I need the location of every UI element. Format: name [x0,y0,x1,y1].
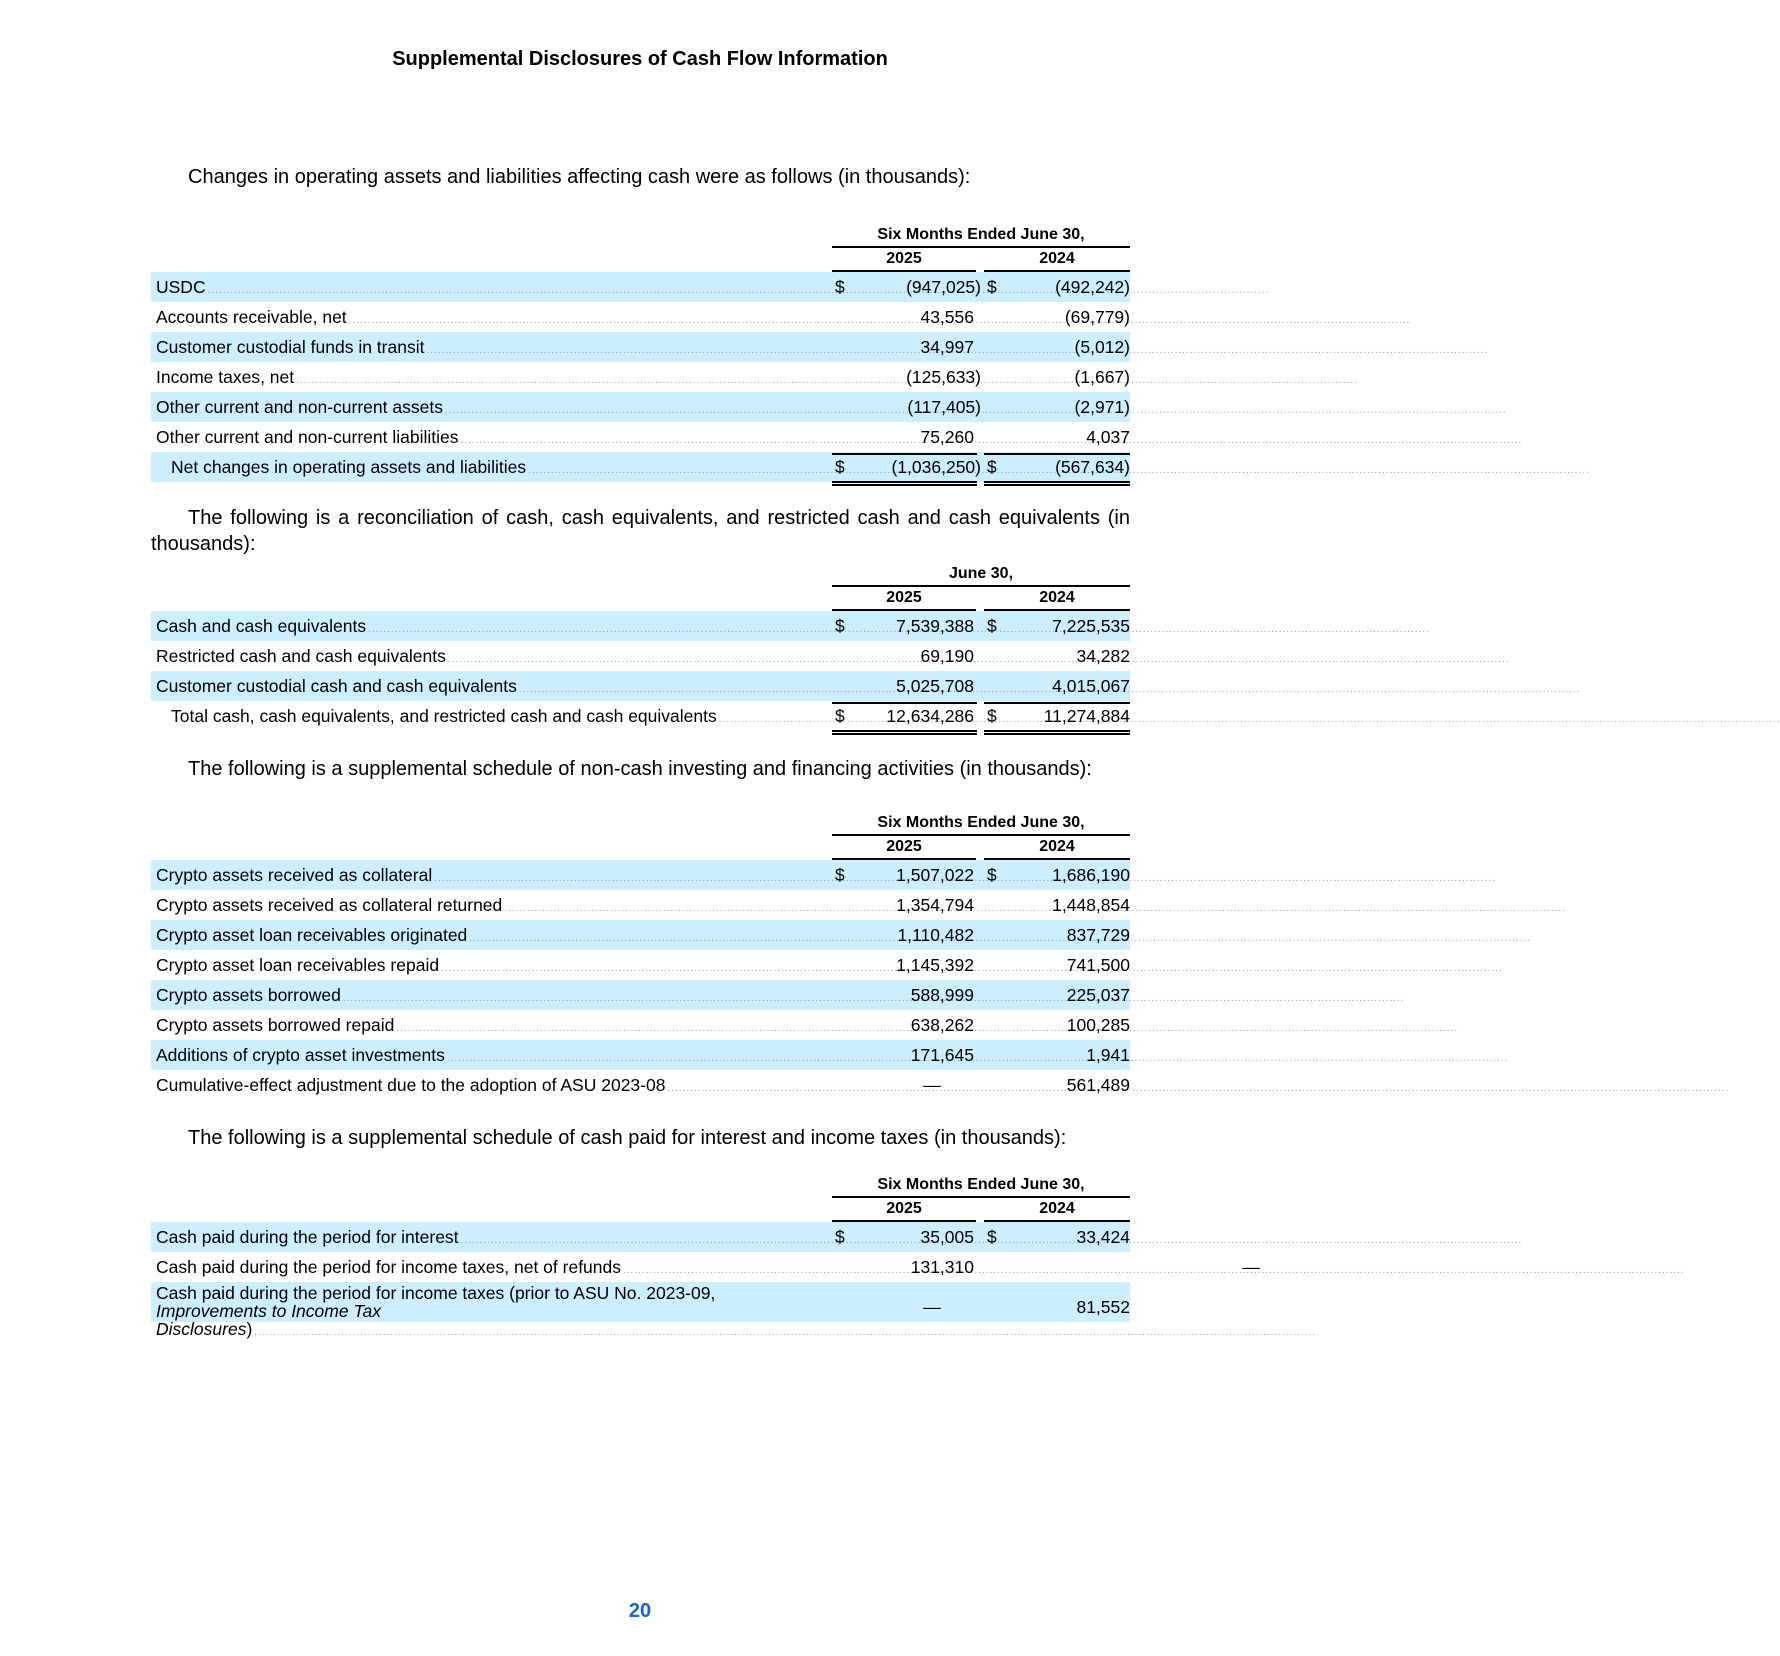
table-row [151,1282,1130,1339]
table-header [151,1174,1130,1222]
table-row [151,1010,1130,1040]
currency-symbol: $ [987,1227,997,1247]
value-2025: 43,556 [920,307,974,327]
row-label: Crypto asset loan receivables originated ..... [156,920,974,950]
table-row [151,920,1130,950]
table-row [151,332,1130,362]
value-2025: (1,036,250) [891,457,981,477]
value-2024: (2,971) [1074,397,1130,417]
value-2025: 131,310 [910,1257,974,1277]
section3-intro: The following is a supplemental schedule of non-cash investing and financing activities (in thousands): [188,758,1092,780]
year-header-2025: 2025 [832,248,976,272]
row-label: USDC ..... [156,272,974,302]
period-header: Six Months Ended June 30, [832,812,1130,836]
table-row [151,1252,1260,1282]
currency-symbol: $ [835,277,845,297]
row-label: Other current and non-current assets ..... [156,392,974,422]
table-row [151,641,1130,671]
value-2024: 11,274,884 [1043,706,1130,726]
row-label-italic: Improvements to Income Tax Disclosures [156,1301,382,1339]
currency-symbol: $ [987,277,997,297]
value-2025: 638,262 [910,1015,974,1035]
value-2025: (947,025) [906,277,981,297]
value-2025: 1,110,482 [897,925,974,945]
value-2025: 171,645 [910,1045,974,1065]
value-2025: 1,354,794 [896,895,974,915]
table-header [151,224,1130,272]
cash-reconciliation-table [151,563,1130,731]
period-header: Six Months Ended June 30, [832,224,1130,248]
year-header-2025: 2025 [832,587,976,611]
total-row [151,452,1130,482]
value-2024: 561,489 [1066,1075,1130,1095]
table-row [151,422,1130,452]
table-row [151,362,1130,392]
value-2024: 1,941 [1086,1045,1130,1065]
row-label: Income taxes, net ..... [156,362,974,392]
table-header [151,812,1130,860]
row-label: Customer custodial cash and cash equivalents ..... [156,671,974,701]
table-row [151,890,1130,920]
table-row [151,860,1130,890]
value-2024: (567,634) [1055,457,1130,477]
table-row [151,1222,1130,1252]
value-2025: 69,190 [920,646,974,666]
value-2024: (1,667) [1074,367,1130,387]
operating-changes-table [151,224,1130,482]
currency-symbol: $ [835,616,845,636]
currency-symbol: $ [987,865,997,885]
row-label: Crypto assets borrowed repaid ..... [156,1010,974,1040]
year-header-2024: 2024 [984,587,1130,611]
row-label: Cash paid during the period for interest ..... [156,1222,974,1252]
table-row [151,302,1130,332]
value-2024: 100,285 [1066,1015,1130,1035]
value-2025: (125,633) [906,367,981,387]
currency-symbol: $ [987,457,997,477]
row-label: Crypto asset loan receivables repaid ..... [156,950,974,980]
table-row [151,1040,1130,1070]
year-header-2024: 2024 [984,248,1130,272]
row-label: Crypto assets borrowed ..... [156,980,974,1010]
table-row [151,980,1130,1010]
value-2025: (117,405) [907,397,981,417]
row-label-line1: Cash paid during the period for income taxes (prior to ASU No. 2023-09, [156,1283,716,1303]
value-2024: — [1242,1257,1260,1277]
value-2024: (69,779) [1064,307,1130,327]
row-label: Cash paid during the period for income taxes, net of refunds ..... [156,1252,974,1282]
year-header-2025: 2025 [832,1198,976,1222]
table-row [151,272,1130,302]
section2-intro: The following is a reconciliation of cash, cash equivalents, and restricted cash and cash equivalents (in thousands): [151,507,1130,555]
table-row [151,671,1130,701]
value-2024: (492,242) [1055,277,1130,297]
value-2024: 225,037 [1066,985,1130,1005]
value-2025: 1,145,392 [896,955,974,975]
value-2025: 5,025,708 [896,676,974,696]
section1-intro: Changes in operating assets and liabilities affecting cash were as follows (in thousands): [188,166,971,188]
currency-symbol: $ [835,706,845,726]
total-row [151,701,1130,731]
year-header-2024: 2024 [984,836,1130,860]
row-label: Customer custodial funds in transit ..... [156,332,974,362]
value-2025: 75,260 [920,427,974,447]
value-2025: 12,634,286 [886,706,974,726]
page-title: Supplemental Disclosures of Cash Flow Information [392,48,888,70]
currency-symbol: $ [835,865,845,885]
currency-symbol: $ [835,457,845,477]
value-2025: 1,507,022 [896,865,974,885]
row-label: Crypto assets received as collateral ..... [156,860,974,890]
non-cash-activities-table [151,812,1130,1100]
row-label: Cumulative-effect adjustment due to the adoption of ASU 2023-08 ..... [156,1070,974,1100]
value-2025: 34,997 [920,337,974,357]
page-number: 20 [628,1600,652,1622]
year-header-2025: 2025 [832,836,976,860]
value-2025: — [923,1075,941,1095]
table-header [151,563,1130,611]
value-2025: 35,005 [920,1227,974,1247]
period-header: Six Months Ended June 30, [832,1174,1130,1198]
table-row [151,950,1130,980]
currency-symbol: $ [987,706,997,726]
value-2025: 7,539,388 [896,616,974,636]
year-header-2024: 2024 [984,1198,1130,1222]
row-label: Accounts receivable, net ..... [156,302,974,332]
row-label: Additions of crypto asset investments ..... [156,1040,974,1070]
table-row [151,1070,1130,1100]
section4-intro: The following is a supplemental schedule of cash paid for interest and income taxes (in thousands): [188,1127,1067,1149]
cash-paid-table [151,1174,1260,1339]
value-2024: 4,015,067 [1052,676,1130,696]
row-label: Net changes in operating assets and liabilities ..... [171,452,974,482]
row-label-end: ) [246,1319,253,1339]
value-2024: 34,282 [1076,646,1130,666]
currency-symbol: $ [835,1227,845,1247]
value-2024: 33,424 [1076,1227,1130,1247]
value-2024: 1,686,190 [1052,865,1130,885]
table-row [151,611,1130,641]
value-2024: 81,552 [1076,1297,1130,1317]
row-label [156,1282,974,1339]
row-label: Other current and non-current liabilities ..... [156,422,974,452]
currency-symbol: $ [987,616,997,636]
period-header: June 30, [832,563,1130,587]
row-label: Cash and cash equivalents ..... [156,611,974,641]
value-2025: — [923,1297,941,1317]
value-2024: 741,500 [1066,955,1130,975]
value-2024: 837,729 [1066,925,1130,945]
value-2024: 1,448,854 [1052,895,1130,915]
value-2024: 4,037 [1086,427,1130,447]
value-2025: 588,999 [910,985,974,1005]
row-label: Crypto assets received as collateral returned ..... [156,890,974,920]
table-row [151,392,1130,422]
value-2024: 7,225,535 [1052,616,1130,636]
row-label: Restricted cash and cash equivalents ..... [156,641,974,671]
value-2024: (5,012) [1074,337,1130,357]
row-label: Total cash, cash equivalents, and restricted cash and cash equivalents ..... [171,701,974,731]
